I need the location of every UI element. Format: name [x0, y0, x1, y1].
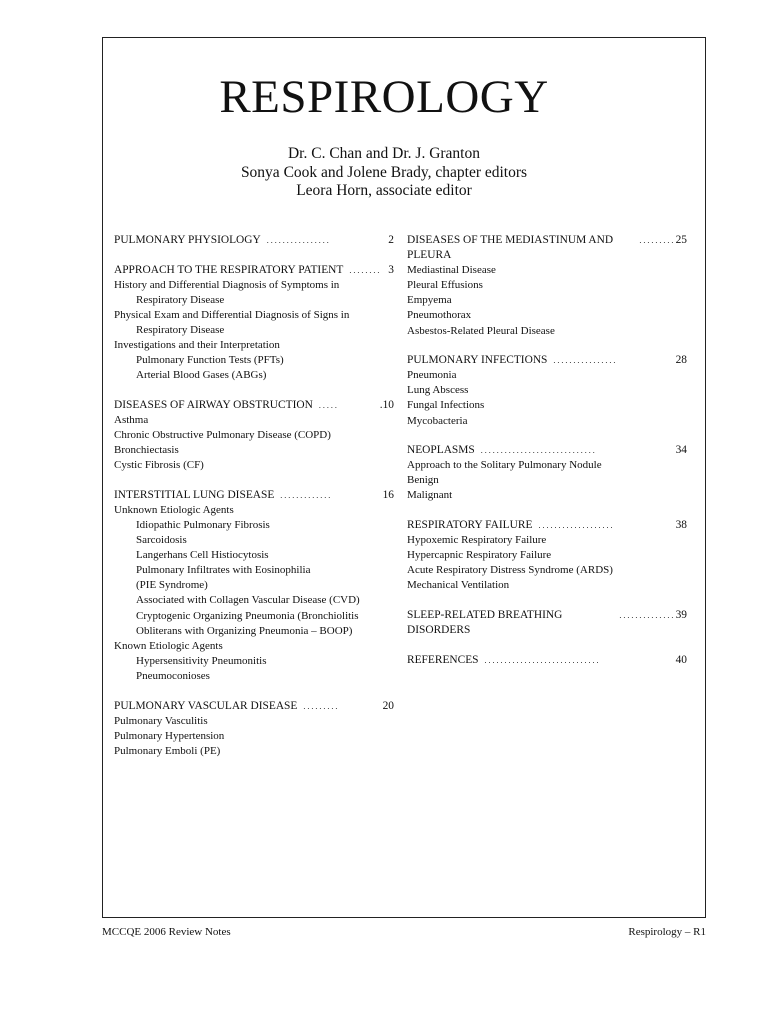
toc-item: Pulmonary Function Tests (PFTs)	[136, 354, 284, 367]
toc-section	[407, 233, 687, 339]
toc-section	[407, 608, 687, 638]
toc-item: Pneumothorax	[407, 309, 472, 322]
toc-section-heading: DISEASES OF THE MEDIASTINUM AND PLEURA	[407, 234, 614, 262]
toc-item: Asbestos-Related Pleural Disease	[407, 324, 555, 337]
toc-item: Pulmonary Emboli (PE)	[114, 744, 221, 757]
toc-leader-dots: .....	[318, 400, 339, 410]
toc-item: Pneumoconioses	[136, 669, 210, 682]
toc-leader-dots: .............................	[484, 655, 601, 665]
toc-item: Physical Exam and Differential Diagnosis of Signs in	[114, 308, 350, 321]
toc-section	[114, 488, 394, 684]
toc-section-heading: APPROACH TO THE RESPIRATORY PATIENT	[114, 263, 344, 276]
toc-item: Hypersensitivity Pneumonitis	[136, 654, 267, 667]
toc-section-heading-row	[407, 653, 687, 668]
toc-section-heading: PULMONARY PHYSIOLOGY	[114, 234, 261, 246]
toc-page-number: 20	[382, 699, 394, 712]
toc-item: Obliterans with Organizing Pneumonia – BOOP)	[136, 624, 353, 637]
toc-item: Cryptogenic Organizing Pneumonia (Bronchiolitis	[136, 609, 359, 622]
toc-page-number: 2	[388, 234, 394, 246]
toc-item: Pulmonary Infiltrates with Eosinophilia	[136, 564, 311, 577]
toc-page-number: 38	[675, 519, 687, 531]
toc-item: History and Differential Diagnosis of Symptoms in	[114, 278, 340, 291]
toc-leader-dots: .............................	[480, 446, 597, 456]
editor-line: Leora Horn, associate editor	[296, 182, 472, 199]
toc-item: Unknown Etiologic Agents	[114, 503, 234, 516]
toc-item: Chronic Obstructive Pulmonary Disease (COPD)	[114, 429, 331, 442]
toc-page-number: 25	[675, 234, 687, 246]
toc-leader-dots: .........	[639, 236, 676, 245]
toc-left-column	[114, 233, 394, 773]
toc-leader-dots: ................	[553, 356, 618, 366]
toc-item: Mycobacteria	[407, 414, 468, 427]
toc-page-number: 3	[388, 263, 394, 276]
toc-section-heading: PULMONARY INFECTIONS	[407, 354, 548, 367]
toc-item: Cystic Fibrosis (CF)	[114, 459, 204, 472]
toc-item: Pleural Effusions	[407, 279, 483, 292]
toc-section-heading-row	[407, 608, 687, 638]
toc-item: Known Etiologic Agents	[114, 639, 223, 652]
toc-item: Pneumonia	[407, 369, 457, 382]
toc-item: (PIE Syndrome)	[136, 579, 208, 592]
toc-item: Acute Respiratory Distress Syndrome (ARDS)	[407, 564, 613, 577]
footer-left: MCCQE 2006 Review Notes	[102, 926, 231, 938]
toc-leader-dots: .........	[303, 701, 340, 711]
toc-item: Sarcoidosis	[136, 534, 187, 547]
toc-section	[114, 398, 394, 473]
toc-section-heading: INTERSTITIAL LUNG DISEASE	[114, 488, 275, 501]
toc-item: Respiratory Disease	[136, 323, 225, 336]
toc-item: Mediastinal Disease	[407, 264, 496, 277]
toc-page-number: 16	[382, 488, 394, 501]
toc-section	[407, 653, 687, 668]
toc-section-heading-row	[114, 398, 394, 413]
toc-section-heading: RESPIRATORY FAILURE	[407, 519, 533, 531]
toc-section-heading: DISEASES OF AIRWAY OBSTRUCTION	[114, 398, 313, 411]
toc-item: Benign	[407, 474, 439, 487]
toc-page-number: 40	[675, 653, 687, 666]
toc-section-heading-row	[407, 443, 687, 458]
toc-item: Pulmonary Hypertension	[114, 729, 225, 742]
toc-section-heading-row	[114, 488, 394, 503]
editor-credits	[0, 145, 768, 201]
toc-section-heading-row	[114, 233, 394, 248]
toc-item: Associated with Collagen Vascular Disease (CVD)	[136, 594, 360, 607]
page-title: RESPIROLOGY	[219, 71, 549, 123]
toc-item: Empyema	[407, 294, 452, 307]
editor-line: Sonya Cook and Jolene Brady, chapter editors	[240, 163, 528, 181]
toc-page-number: .10	[379, 398, 394, 411]
toc-section-heading-row	[407, 353, 687, 368]
toc-section	[407, 353, 687, 428]
toc-item: Lung Abscess	[407, 384, 469, 397]
toc-section-heading-row	[114, 699, 394, 714]
toc-leader-dots: ..............	[619, 610, 676, 620]
toc-page-number: 28	[675, 354, 687, 367]
toc-item: Malignant	[407, 489, 453, 502]
toc-item: Bronchiectasis	[114, 444, 179, 457]
toc-section-heading: SLEEP-RELATED BREATHING DISORDERS	[407, 608, 563, 637]
toc-section	[114, 699, 394, 759]
toc-section-heading: PULMONARY VASCULAR DISEASE	[114, 699, 298, 712]
toc-leader-dots: ................	[266, 236, 331, 245]
toc-item: Fungal Infections	[407, 399, 485, 412]
toc-section-heading-row	[407, 518, 687, 533]
toc-item: Langerhans Cell Histiocytosis	[136, 549, 269, 562]
footer-right: Respirology – R1	[628, 926, 706, 938]
toc-right-column	[407, 233, 687, 682]
toc-item: Respiratory Disease	[136, 293, 225, 306]
toc-section	[114, 263, 394, 384]
toc-item: Asthma	[114, 413, 149, 426]
toc-section-heading-row	[114, 263, 394, 278]
toc-section	[407, 518, 687, 593]
toc-section-heading: REFERENCES	[407, 653, 479, 666]
toc-item: Investigations and their Interpretation	[114, 339, 280, 352]
toc-item: Idiopathic Pulmonary Fibrosis	[136, 519, 270, 531]
toc-page-number: 34	[675, 444, 687, 457]
toc-leader-dots: ...................	[538, 521, 615, 530]
toc-item: Arterial Blood Gases (ABGs)	[136, 369, 267, 382]
toc-leader-dots: .............	[280, 490, 333, 500]
toc-leader-dots: ........	[349, 265, 382, 275]
toc-item: Hypercapnic Respiratory Failure	[407, 549, 552, 562]
editor-line: Dr. C. Chan and Dr. J. Granton	[287, 145, 480, 162]
toc-item: Mechanical Ventilation	[407, 579, 510, 592]
toc-section	[407, 443, 687, 503]
toc-item: Approach to the Solitary Pulmonary Nodule	[407, 459, 602, 472]
toc-section	[114, 233, 394, 248]
toc-page-number: 39	[675, 608, 687, 621]
toc-section-heading-row	[407, 233, 687, 263]
toc-section-heading: NEOPLASMS	[407, 444, 475, 457]
toc-item: Hypoxemic Respiratory Failure	[407, 534, 547, 547]
toc-item: Pulmonary Vasculitis	[114, 714, 208, 727]
